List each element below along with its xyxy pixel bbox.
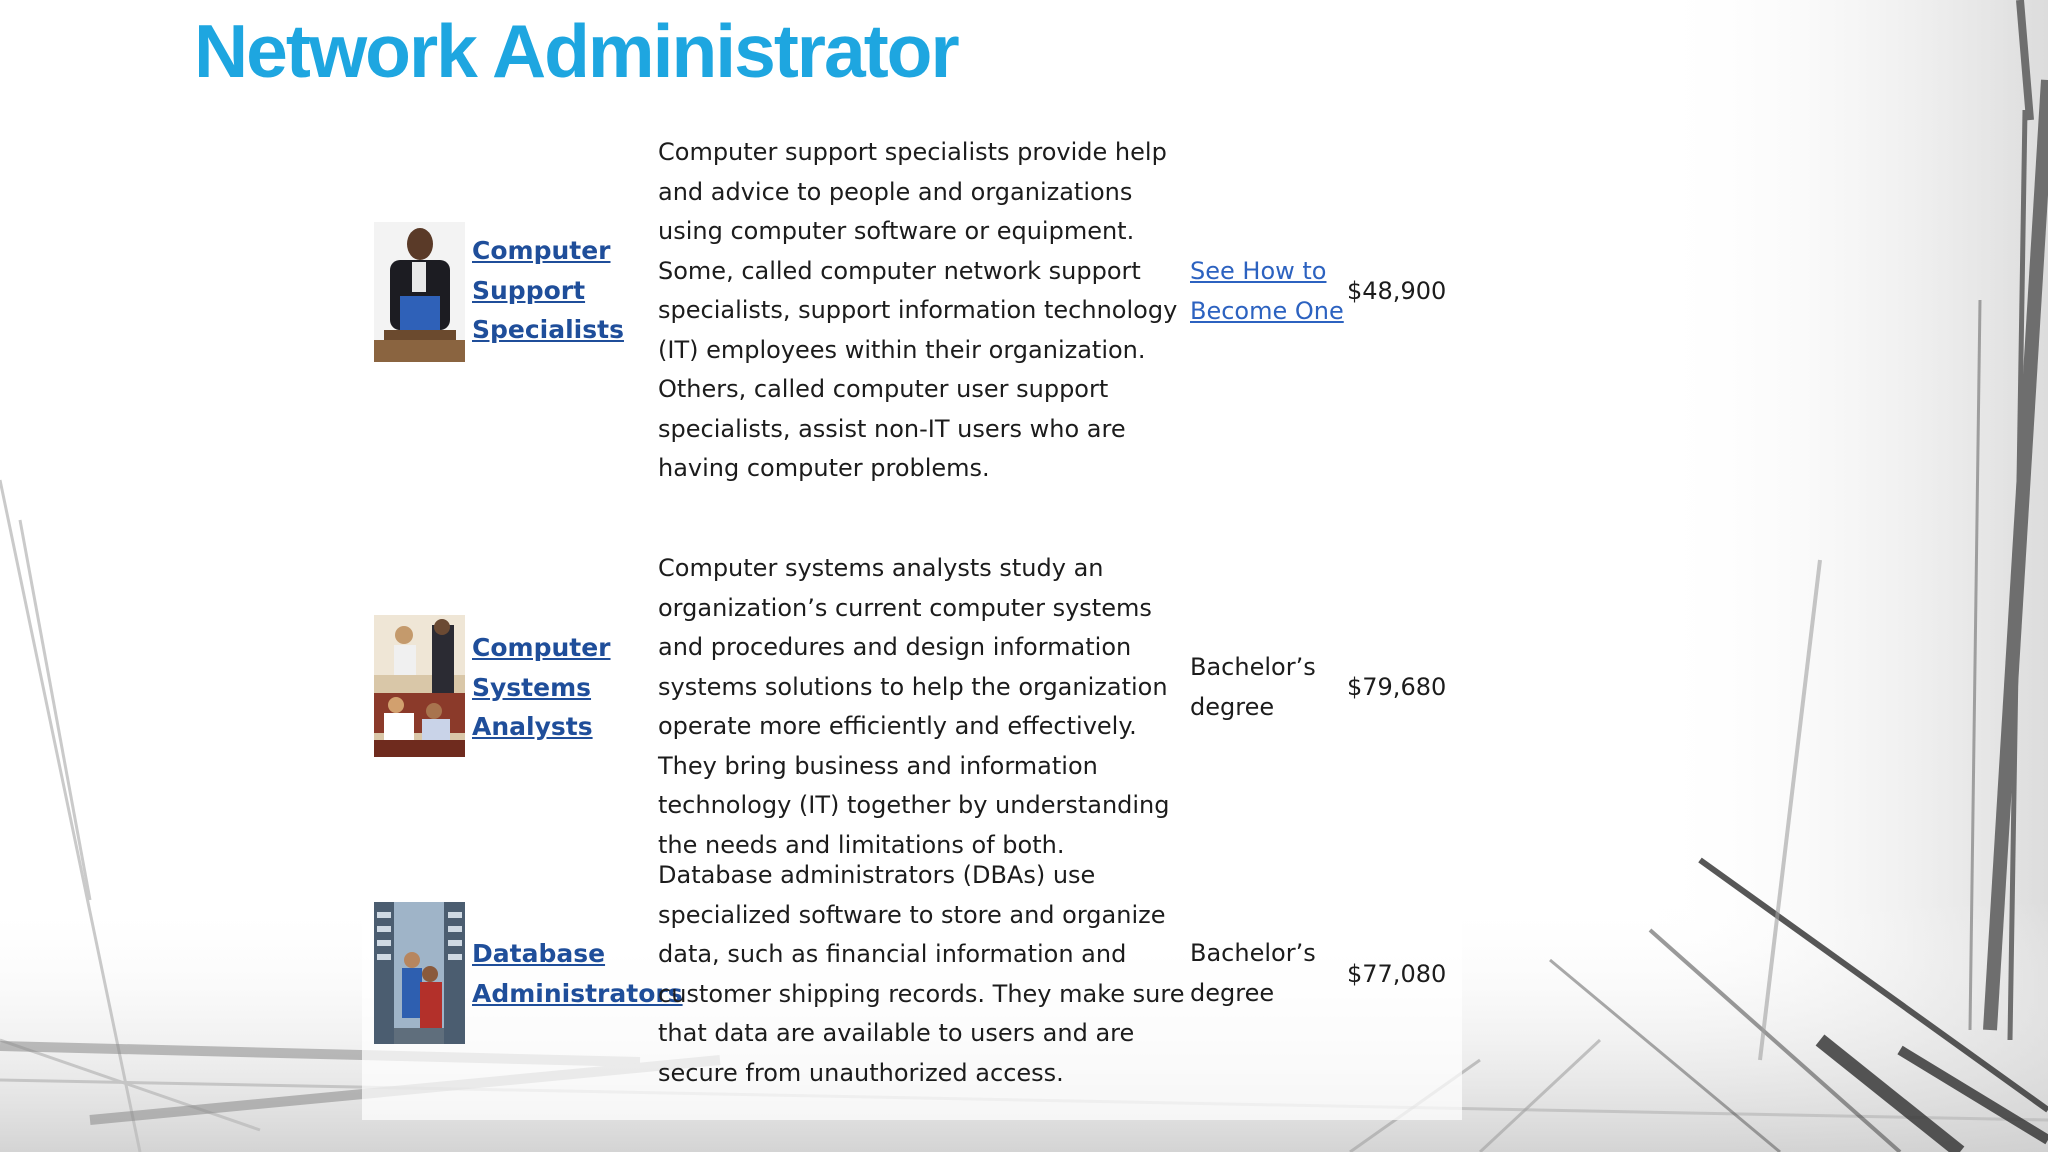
median-pay: $79,680 bbox=[1347, 673, 1447, 701]
median-pay: $48,900 bbox=[1347, 277, 1447, 305]
see-how-to-become-one-link[interactable]: See How to Become One bbox=[1190, 257, 1344, 325]
education-requirement: Bachelor’s degree bbox=[1190, 939, 1316, 1007]
career-photo bbox=[374, 615, 465, 757]
career-photo bbox=[374, 902, 465, 1044]
career-photo bbox=[374, 222, 465, 362]
career-description: Computer systems analysts study an organization’s current computer systems and procedures and design information systems solutions to help the organization operate more efficiently and effectively. They bring business and information technology (IT) together by understanding the needs and limitations of both. bbox=[658, 554, 1170, 859]
career-description: Computer support specialists provide help and advice to people and organizations using computer software or equipment. Some, called computer network support specialists, support information technology (IT) employees within their organization. Others, called computer user support specialists, assist non-IT users who are having computer problems. bbox=[658, 138, 1178, 482]
career-description: Database administrators (DBAs) use specialized software to store and organize data, such as financial information and customer shipping records. They make sure that data are available to users and are secure from unauthorized access. bbox=[658, 861, 1185, 1087]
education-requirement: Bachelor’s degree bbox=[1190, 653, 1316, 721]
career-link-computer-systems-analysts[interactable]: Computer Systems Analysts bbox=[472, 633, 611, 741]
median-pay: $77,080 bbox=[1347, 960, 1447, 988]
career-link-database-administrators[interactable]: Database Administrators bbox=[472, 939, 683, 1008]
career-link-computer-support-specialists[interactable]: Computer Support Specialists bbox=[472, 236, 624, 344]
slide-title: Network Administrator bbox=[194, 9, 958, 93]
